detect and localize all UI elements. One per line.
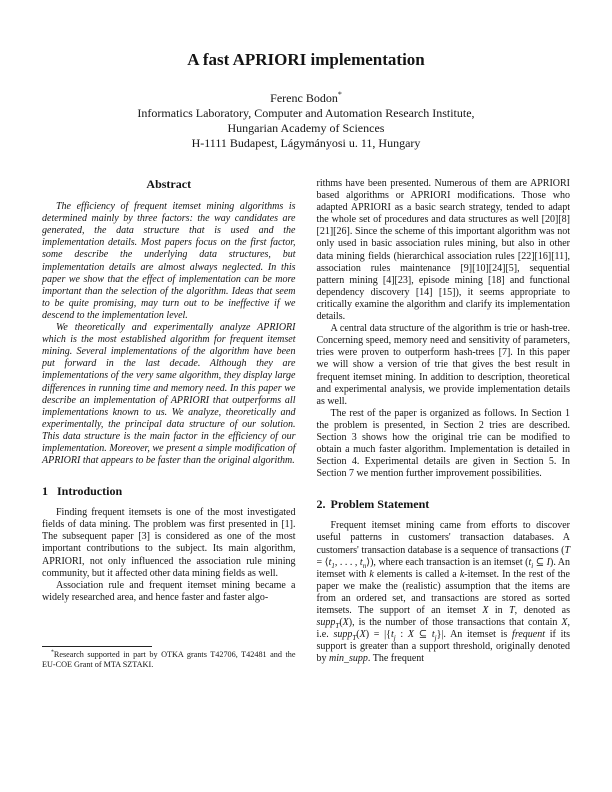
- section-number: 2.: [316, 497, 326, 512]
- abstract-heading: Abstract: [146, 177, 192, 191]
- intro-paragraph: Finding frequent itemsets is one of the most investigated fields of data mining. The problem was first presented in [1]. The subsequent paper [3] is considered as one of the most important contributions to the subject. Its main algorithm, APRIORI, not only influenced the association rule mining community, but it affected other data mining fields as well.: [42, 507, 296, 579]
- section-heading-introduction: [42, 484, 296, 498]
- footnote-rule: [42, 646, 152, 647]
- author-block: [42, 91, 570, 151]
- right-column: [317, 178, 571, 670]
- intro-paragraph: Association rule and frequent itemset mining became a widely researched area, and hence faster and faster algo-: [42, 579, 296, 603]
- abstract-paragraph: We theoretically and experimentally analyze APRIORI which is the most established algorithm for frequent itemset mining. Several implementations of the algorithm have been put forward in the last decade. Although they are implementations of the very same algorithm, they display large differences in running time and memory need. In this paper we describe an implementation of APRIORI that outperforms all implementations known to us. We analyze, theoretically and experimentally, the principal data structure of our solution. This data structure is the main factor in the efficiency of our implementation. Moreover, we present a simple modification of APRIORI that appears to be faster than the original algorithm.: [42, 322, 296, 467]
- author-name: Ferenc Bodon*: [270, 90, 342, 105]
- abstract-section: [42, 178, 296, 467]
- two-column-body: [42, 178, 570, 670]
- affiliation-line: Informatics Laboratory, Computer and Automation Research Institute,: [137, 106, 475, 120]
- body-paragraph: Frequent itemset mining came from efforts to discover useful patterns in customers' transaction databases. A customers' transaction database is a sequence of transactions ($T = ⟨t_1$, . . . , $t_n⟩$), where each transaction is an itemset ($t_i$ ⊆ I). An itemset with k elements is called a k-itemset. In the rest of the paper we make the (realistic) assumption that the items are from an ordered set, and transactions are stored as sorted itemsets. The support of an itemset X in T, denoted as supp$_T$(X), is the number of those transactions that contain X, i.e. supp$_T$(X) = $|\{t_j$ : X ⊆ $t_j\}|$. An itemset is frequent if its support is greater than a support threshold, originally denoted by min_supp. The frequent: [316, 520, 571, 665]
- section-number: 1: [42, 484, 48, 499]
- paper-title: A fast APRIORI implementation: [187, 50, 425, 69]
- body-paragraph: The rest of the paper is organized as follows. In Section 1 the problem is presented, in Section 2 tries are described. Section 3 shows how the original trie can be modified to obtain a much faster algorithm. Implementation is detailed in Section 4. Experimental details are given in Section 5. In Section 7 we mention further improvement possibilities.: [316, 407, 570, 480]
- section-title: Problem Statement: [330, 497, 430, 512]
- footnote: [42, 646, 296, 670]
- abstract-paragraph: The efficiency of frequent itemset mining algorithms is determined mainly by three factors: the way candidates are generated, the data structure that is used and the implementation details. Most papers focus on the first factor, some describe the underlying data structures, but implementation details are almost always neglected. In this paper we show that the effect of implementation can be more important than the selection of the algorithm. Ideas that seem to be quite promising, may turn out to be ineffective if we descend to the implementation level.: [42, 201, 296, 321]
- footnote-text: *Research supported in part by OTKA grants T42706, T42481 and the EU-COE Grant of MTA SZTAKI.: [42, 649, 296, 669]
- section-title: Introduction: [57, 484, 123, 499]
- left-column: [42, 178, 296, 670]
- body-paragraph: rithms have been presented. Numerous of them are APRIORI based algorithms or APRIORI modifications. Those who adapted APRIORI as a basic search strategy, tended to adapt the whole set of procedures and data structures as well [20][8][21][26]. Since the scheme of this important algorithm was not only used in basic association rules mining, but also in other data mining fields (hierarchical association rules [22][16][11], association rules maintenance [9][10][24][5], sequential pattern mining [4][23], episode mining [18] and functional dependency discovery [14] [15]), it seems appropriate to critically examine the algorithm and clarify its implementation details.: [316, 178, 570, 323]
- affiliation-line: Hungarian Academy of Sciences: [227, 121, 385, 135]
- section-heading-problem-statement: [317, 497, 571, 511]
- affiliation-line: H-1111 Budapest, Lágymányosi u. 11, Hungary: [191, 136, 421, 150]
- body-paragraph: A central data structure of the algorithm is trie or hash-tree. Concerning speed, memory need and sensitivity of parameters, tries were proven to outperform hash-trees [7]. In this paper we will show a version of trie that gives the best result in frequent itemset mining. In addition to description, theoretical and experimental analysis, we provide implementation details as well.: [316, 323, 570, 407]
